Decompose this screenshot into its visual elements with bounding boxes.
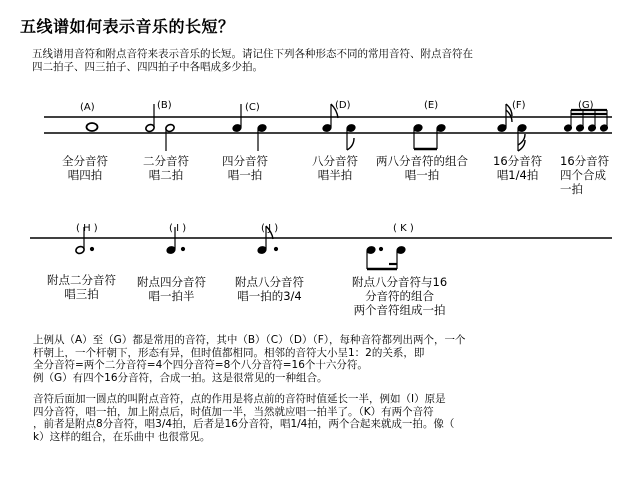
half-note — [165, 123, 175, 151]
note-tag: (G) — [578, 100, 594, 111]
note-tag: (E) — [424, 100, 439, 111]
intro-line: 四二拍子、四三拍子、四四拍子中各唱成多少拍。 — [32, 61, 263, 73]
note-tag: ( I ) — [169, 223, 187, 234]
note-tag: (C) — [245, 102, 260, 113]
dotted-eighth-sixteenth-group — [366, 245, 406, 269]
sixteenth-note — [497, 104, 512, 133]
note-label-sixteenth: 16分音符 唱1/4拍 — [493, 154, 543, 182]
sixteenth-note — [517, 123, 527, 151]
page-title: 五线谱如何表示音乐的长短？ — [20, 17, 235, 36]
paragraph-line: k）这样的组合，在乐曲中 也很常见。 — [33, 430, 211, 443]
intro-line: 五线谱用音符和附点音符来表示音乐的长短。请记住下列各种形态不同的常用音符、附点音符在 — [32, 48, 473, 60]
note-label-quarter: 四分音符 唱一拍 — [222, 154, 268, 182]
note-label-dotted-eighth: 附点八分音符 唱一拍的3/4 — [235, 275, 304, 303]
whole-note — [87, 123, 98, 131]
eighth-note — [346, 123, 356, 150]
paragraph-line: 上例从（A）至（G）都是常用的音符，其中（B）（C）（D）（F），每种音符都列出两个，一个 — [33, 334, 466, 346]
note-tag: (D) — [335, 100, 351, 111]
note-tag: (F) — [512, 100, 526, 111]
half-note — [145, 104, 155, 133]
note-label-beamed-eighths: 两八分音符的组合 唱一拍 — [376, 154, 468, 182]
note-tag: (A) — [80, 102, 95, 113]
paragraph-line: 音符后面加一圆点的叫附点音符，点的作用是将点前的音符时值延长一半，例如（I）原是 — [33, 393, 446, 405]
note-label-half: 二分音符 唱二拍 — [143, 154, 189, 182]
paragraph-line: 四分音符，唱一拍，加上附点后，时值加一半，当然就应唱一拍半了。（K）有两个音符 — [33, 405, 434, 418]
paragraph-line: ，前者是附点8分音符，唱3/4拍，后者是16分音符，唱1/4拍，两个合起来就成一拍。像（ — [33, 418, 455, 430]
beamed-eighth-pair — [413, 123, 446, 149]
note-tag: ( K ) — [393, 223, 414, 234]
note-label-dotted-half: 附点二分音符 唱三拍 — [47, 273, 116, 301]
paragraph-line: 全分音符=两个二分音符=4个四分音符=8个八分音符=16个十六分符。 — [33, 359, 368, 371]
note-tag: (B) — [157, 100, 172, 111]
note-label-whole: 全分音符 唱四拍 — [62, 154, 108, 182]
note-tag: ( J ) — [261, 223, 279, 234]
note-label-eighth: 八分音符 唱半拍 — [312, 154, 358, 182]
quarter-note — [257, 123, 267, 151]
quarter-note — [232, 104, 242, 133]
note-label-dotted-eighth-sixteenth: 附点八分音符与16 分音符的组合 两个音符组成一拍 — [352, 275, 448, 317]
explanation-paragraph-2 — [33, 393, 454, 443]
beamed-sixteenth-group — [564, 110, 609, 132]
paragraph-line: 例（G）有四个16分音符，合成一拍。这是很常见的一种组合。 — [33, 371, 328, 384]
paragraph-line: 杆朝上，一个杆朝下，形态有异，但时值都相同。相邻的音符大小呈1：2的关系，即 — [33, 346, 425, 359]
note-label-sixteenth-group: 16分音符 四个合成 一拍 — [560, 154, 610, 196]
note-label-dotted-quarter: 附点四分音符 唱一拍半 — [137, 275, 206, 303]
explanation-paragraph-1 — [33, 334, 465, 384]
note-tag: ( H ) — [76, 223, 98, 234]
